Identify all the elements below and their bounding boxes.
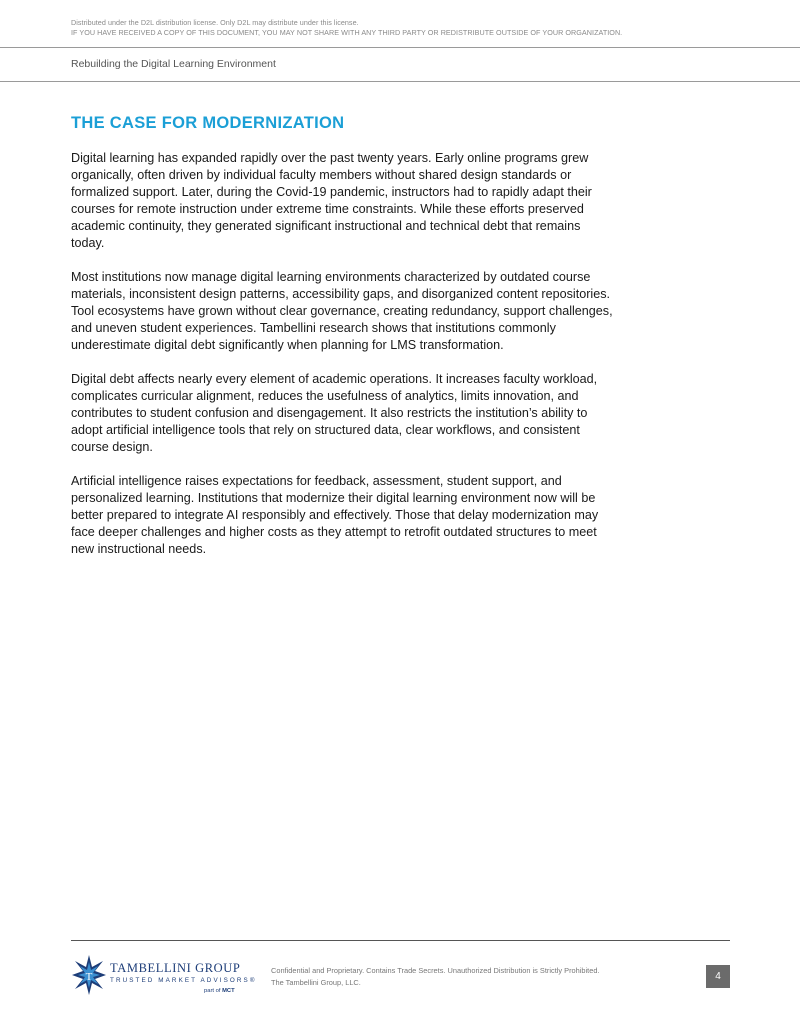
body-text [71,150,616,575]
running-header-title: Rebuilding the Digital Learning Environment [71,58,276,70]
tambellini-logo [70,953,257,999]
header-divider [0,81,800,82]
paragraph: Artificial intelligence raises expectations for feedback, assessment, student support, and personalized learning. Institutions that modernize their digital learning environment now will be better prepared to integrate AI responsibly and effectively. Those that delay modernization may face deeper challenges and higher costs as they attempt to retrofit outdated structures to meet new instructional needs. [71,474,599,556]
page-number-badge: 4 [706,965,730,988]
confidential-notice: Confidential and Proprietary. Contains Trade Secrets. Unauthorized Distribution is Strictly Prohibited. [271,966,600,975]
top-divider [0,47,800,48]
license-notice [71,18,771,38]
paragraph: Digital learning has expanded rapidly over the past twenty years. Early online programs grew organically, often driven by individual faculty members without shared design standards or formalized support. Later, during the Covid-19 pandemic, instructors had to rapidly adapt their courses for remote instruction under extreme time constraints. While these efforts preserved academic continuity, they generated significant instructional and technical debt that remains today. [71,151,592,250]
footer-divider [71,940,730,941]
svg-text:T: T [85,971,93,983]
section-title: THE CASE FOR MODERNIZATION [71,114,345,132]
footer-note [271,965,600,989]
license-line-2: IF YOU HAVE RECEIVED A COPY OF THIS DOCUMENT, YOU MAY NOT SHARE WITH ANY THIRD PARTY OR REDISTRIBUTE OUTSIDE OF YOUR ORGANIZATION. [71,28,623,37]
logo-tagline: TRUSTED MARKET ADVISORS® [110,977,257,984]
logo-part-of-prefix: part of [204,988,221,994]
star-burst-logo-icon [70,953,108,997]
logo-part-of-brand: MCT [222,988,235,994]
license-line-1: Distributed under the D2L distribution license. Only D2L may distribute under this license. [71,18,359,27]
logo-part-of [204,988,235,994]
company-name: The Tambellini Group, LLC. [271,978,361,987]
logo-name: TAMBELLINI GROUP [110,961,241,975]
paragraph: Most institutions now manage digital learning environments characterized by outdated course materials, inconsistent design patterns, accessibility gaps, and disorganized content repositories. Tool ecosystems have grown without clear governance, creating redundancy, support challenges, and uneven student experiences. Tambellini research shows that institutions commonly underestimate digital debt significantly when planning for LMS transformation. [71,270,613,352]
paragraph: Digital debt affects nearly every element of academic operations. It increases faculty workload, complicates curricular alignment, reduces the usefulness of analytics, limits innovation, and contributes to student confusion and disengagement. It also restricts the institution’s ability to adopt artificial intelligence tools that rely on structured data, clear workflows, and consistent course design. [71,372,598,454]
